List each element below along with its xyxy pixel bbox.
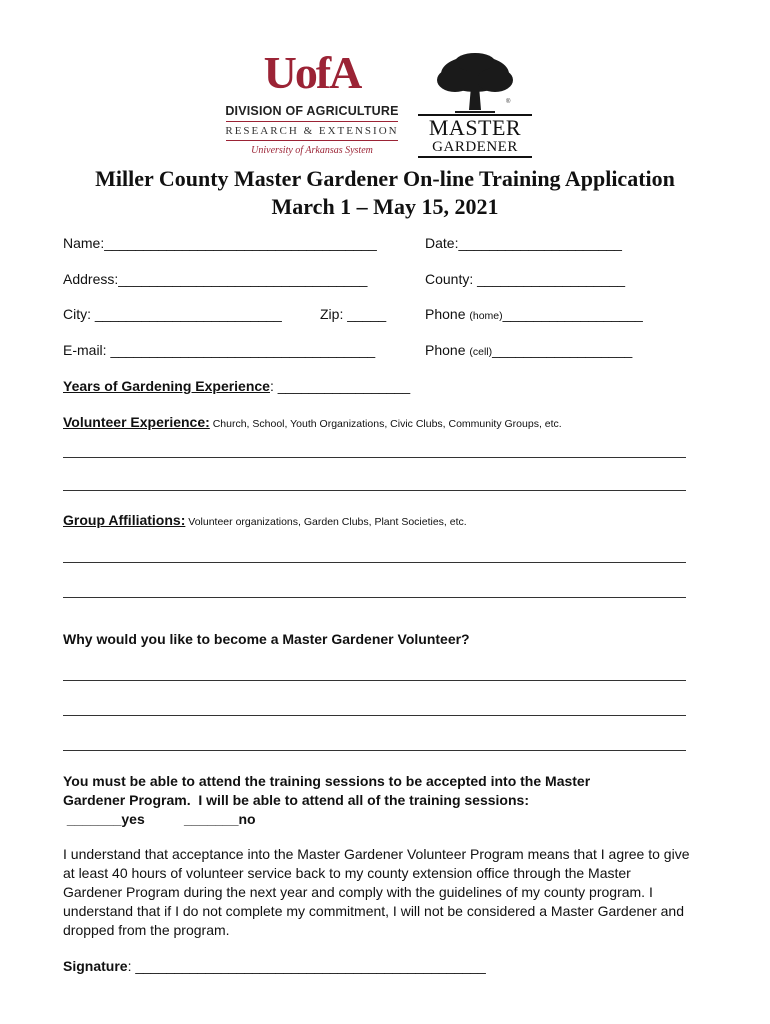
- volunteer-note: Church, School, Youth Organizations, Civic Clubs, Community Groups, etc.: [209, 418, 562, 430]
- why-answer-line-2[interactable]: [63, 715, 686, 716]
- volunteer-answer-line-1[interactable]: [63, 457, 686, 458]
- group-label: Group Affiliations:: [63, 512, 186, 528]
- trademark-mark: ®: [506, 99, 511, 105]
- logo-divider: [226, 121, 398, 122]
- uofa-division-logo: [222, 47, 402, 156]
- master-gardener-logo: [418, 52, 532, 158]
- signature-line: : _____________________________________________: [127, 958, 486, 974]
- years-label: Years of Gardening Experience: [63, 378, 270, 394]
- zip-field[interactable]: Zip: _____: [320, 306, 387, 322]
- volunteer-experience-heading: [63, 414, 562, 430]
- university-text: University of Arkansas System: [251, 145, 373, 156]
- phone-cell-line: __________________: [492, 342, 633, 358]
- address-field[interactable]: Address:________________________________: [63, 271, 368, 287]
- agreement-paragraph: I understand that acceptance into the Master Gardener Volunteer Program means that I agree to give at least 40 hours of volunteer service back to my county extension office through the Master Gardener Program during the next year and comply with the guidelines of my county program. I understand that if I do not complete my commitment, I will not be considered a Master Gardener and dropped from the program.: [63, 846, 690, 938]
- county-field[interactable]: County: ___________________: [425, 271, 626, 287]
- signature-field[interactable]: [63, 958, 486, 974]
- why-question: Why would you like to become a Master Gardener Volunteer?: [63, 631, 470, 647]
- division-text: DIVISION OF AGRICULTURE: [225, 104, 399, 118]
- years-experience-field[interactable]: [63, 378, 410, 394]
- phone-home-field[interactable]: [425, 306, 643, 322]
- phone-cell-note: (cell): [469, 346, 493, 358]
- volunteer-label: Volunteer Experience:: [63, 414, 210, 430]
- attend-line-2: Gardener Program. I will be able to attend all of the training sessions:: [63, 792, 529, 808]
- phone-home-line: __________________: [502, 306, 643, 322]
- phone-home-label: Phone: [425, 306, 470, 322]
- why-answer-line-3[interactable]: [63, 750, 686, 751]
- phone-cell-label: Phone: [425, 342, 470, 358]
- gardener-text: GARDENER: [418, 139, 532, 158]
- title-line-1: Miller County Master Gardener On-line Training Application: [95, 166, 675, 191]
- title-line-2: March 1 – May 15, 2021: [271, 194, 499, 219]
- signature-label: Signature: [63, 958, 128, 974]
- phone-cell-field[interactable]: [425, 342, 632, 358]
- group-answer-line-1[interactable]: [63, 562, 686, 563]
- date-field[interactable]: Date:_____________________: [425, 235, 622, 251]
- group-answer-line-2[interactable]: [63, 597, 686, 598]
- header-logos: [0, 0, 770, 160]
- research-extension-text: RESEARCH & EXTENSION: [225, 125, 399, 137]
- uofa-mark: UofA: [263, 47, 361, 98]
- group-note: Volunteer organizations, Garden Clubs, Plant Societies, etc.: [185, 516, 467, 528]
- group-affiliations-heading: [63, 512, 467, 528]
- volunteer-answer-line-2[interactable]: [63, 490, 686, 491]
- attend-no-option[interactable]: _______no: [184, 811, 256, 827]
- attend-line-1: You must be able to attend the training sessions to be accepted into the Master: [63, 773, 591, 789]
- phone-home-note: (home): [469, 310, 503, 322]
- city-field[interactable]: City: ________________________: [63, 306, 282, 322]
- why-answer-line-1[interactable]: [63, 680, 686, 681]
- logo-divider: [226, 140, 398, 141]
- attend-yes-option[interactable]: _______yes: [63, 811, 145, 827]
- page-title: [0, 165, 770, 221]
- name-field[interactable]: Name:___________________________________: [63, 235, 377, 251]
- email-field[interactable]: E-mail: __________________________________: [63, 342, 376, 358]
- years-line: : _________________: [269, 378, 411, 394]
- master-text: MASTER: [418, 114, 532, 139]
